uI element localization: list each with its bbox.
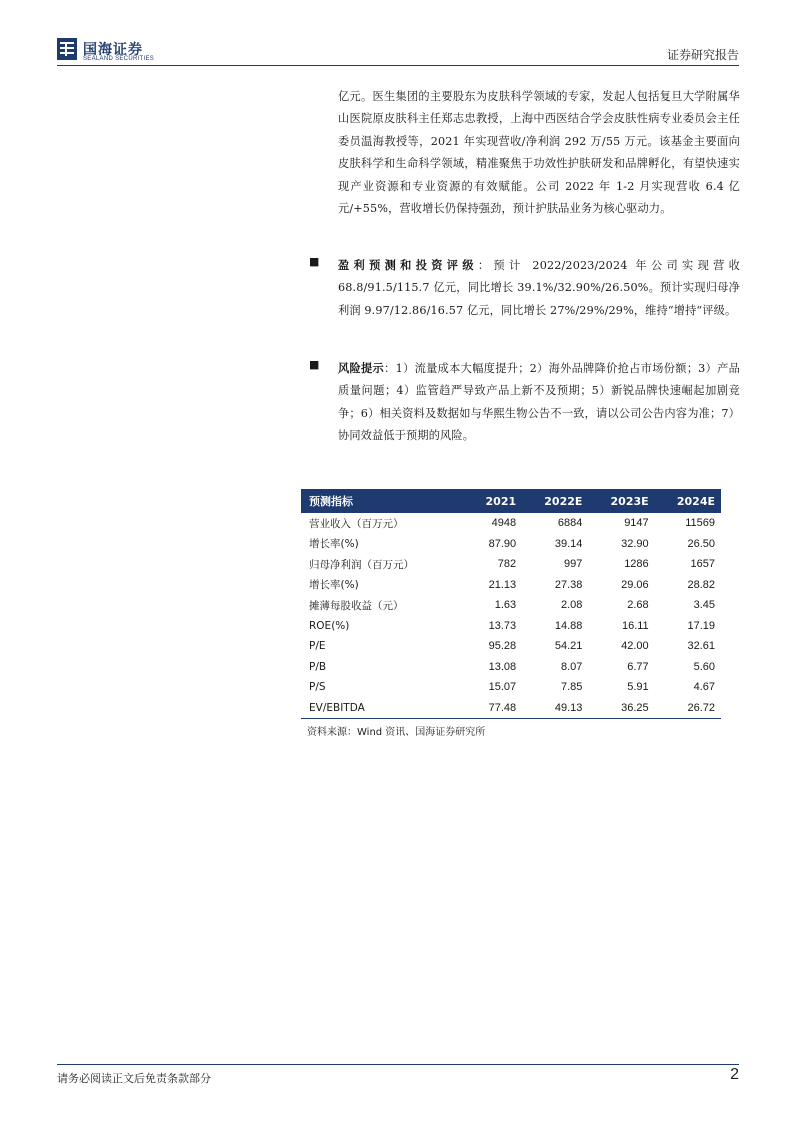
table-cell: 2.08 [560, 599, 583, 612]
sealand-logo-icon [57, 38, 77, 60]
row-label: ROE(%) [309, 619, 350, 632]
page-number: 2 [730, 1066, 739, 1083]
table-cell: 5.91 [627, 681, 649, 694]
table-cell: 14.88 [554, 619, 583, 632]
table-cell: 1657 [690, 558, 715, 571]
header-divider [57, 65, 739, 66]
forecast-table [301, 489, 721, 719]
table-header-cell: 2024E [655, 489, 721, 513]
table-cell: 6884 [557, 517, 583, 530]
table-cell: 13.08 [488, 660, 517, 673]
row-label: EV/EBITDA [301, 698, 467, 719]
table-cell: 77.48 [467, 698, 522, 719]
row-label: 营业收入（百万元） [309, 517, 404, 530]
footer-disclaimer: 请务必阅读正文后免责条款部分 [57, 1072, 211, 1085]
risks-text: ：1）流量成本大幅度提升；2）海外品牌降价抢占市场份额；3）产品质量问题；4）监管趋严导致产品上新不及预期；5）新锐品牌快速崛起加剧竞争；6）相关资料及数据如与华熙生物公告不一致，请以公司公告内容为准；7）协同效益低于预期的风险。 [338, 362, 741, 443]
row-label: 增长率(%) [309, 579, 359, 592]
row-label: 归母净利润（百万元） [309, 558, 414, 571]
table-cell: 42.00 [621, 640, 649, 653]
row-label: 增长率(%) [309, 538, 359, 551]
row-label: P/E [309, 640, 326, 653]
table-cell: 9147 [624, 517, 649, 530]
forecast-lead: 盈利预测和投资评级 [338, 258, 478, 272]
table-row [301, 698, 721, 719]
table-cell: 95.28 [488, 640, 517, 653]
row-label: P/S [309, 681, 326, 694]
table-cell: 17.19 [687, 619, 715, 632]
table-cell: 8.07 [560, 660, 583, 673]
table-cell: 15.07 [488, 681, 517, 694]
forecast-text: ：预计 2022/2023/2024 年公司实现营收 68.8/91.5/115.7 亿元，同比增长 39.1%/32.90%/26.50%。预计实现归母净利润 9.97/12.86/16.57 亿元，同比增长 27%/29%/29%，维持“增持“评级。 [338, 259, 740, 317]
risks-lead: 风险提示 [338, 361, 385, 375]
table-cell: 7.85 [560, 681, 583, 694]
table-cell: 54.21 [554, 640, 583, 653]
report-type: 证券研究报告 [666, 48, 739, 62]
table-row [301, 554, 721, 575]
table-cell: 997 [564, 558, 583, 571]
paragraph-risks [338, 357, 740, 448]
table-cell: 4.67 [693, 681, 715, 694]
table-row [301, 636, 721, 657]
table-cell: 6.77 [627, 660, 649, 673]
table-cell: 1286 [624, 558, 649, 571]
table-cell: 3.45 [693, 599, 715, 612]
table-cell: 782 [497, 558, 517, 571]
table-source: 资料来源：Wind 资讯、国海证券研究所 [307, 727, 486, 738]
table-row [301, 575, 721, 596]
footer-divider [57, 1064, 739, 1065]
table-row [301, 616, 721, 637]
table-header-cell: 2021 [467, 489, 522, 513]
table-cell: 39.14 [554, 537, 583, 550]
bullet-square-icon: ■ [309, 358, 320, 371]
table-cell: 27.38 [554, 578, 583, 591]
table-header-cell: 预测指标 [301, 489, 467, 513]
table-cell: 2.68 [627, 599, 649, 612]
brand-name-cn: 国海证券 [83, 42, 143, 58]
table-cell: 32.61 [687, 640, 715, 653]
table-cell: 26.50 [687, 537, 715, 550]
table-row [301, 657, 721, 678]
table-cell: 32.90 [621, 537, 649, 550]
table-cell: 28.82 [687, 578, 715, 591]
table-cell: 16.11 [621, 619, 649, 632]
table-header-row [301, 489, 721, 513]
table-row [301, 677, 721, 698]
table-row [301, 534, 721, 555]
table-header-cell: 2023E [588, 489, 654, 513]
row-label: 摊薄每股收益（元） [309, 599, 404, 612]
table-cell: 87.90 [488, 537, 517, 550]
row-label: P/B [309, 660, 327, 673]
paragraph-forecast [338, 254, 740, 322]
table-header-cell: 2022E [522, 489, 588, 513]
table-cell: 5.60 [693, 660, 715, 673]
table-cell: 21.13 [488, 578, 517, 591]
table-row [301, 595, 721, 616]
table-body [301, 513, 721, 719]
table-cell: 49.13 [522, 698, 588, 719]
brand-name-en: SEALAND SECURITIES [83, 56, 155, 62]
table-cell: 1.63 [494, 599, 517, 612]
table-cell: 26.72 [655, 698, 721, 719]
bullet-square-icon: ■ [309, 255, 320, 268]
paragraph-continued: 亿元。医生集团的主要股东为皮肤科学领域的专家，发起人包括复旦大学附属华山医院原皮肤科主任郑志忠教授，上海中西医结合学会皮肤性病专业委员会主任委员温海教授等，2021 年实现营收/净利润 292 万/55 万元。该基金主要面向皮肤科学和生命科学领域，精准聚焦于功效性护肤研发和品牌孵化，有望快速实现产业资源和专业资源的有效赋能。公司 2022 年 1-2 月实现营收 6.4 亿元/+55%，营收增长仍保持强劲，预计护肤品业务为核心驱动力。 [338, 90, 740, 216]
table-row [301, 513, 721, 534]
table-cell: 11569 [685, 517, 715, 530]
table-cell: 13.73 [488, 619, 517, 632]
table-cell: 29.06 [621, 578, 649, 591]
table-cell: 36.25 [588, 698, 654, 719]
table-cell: 4948 [491, 517, 517, 530]
page-header [57, 38, 739, 68]
